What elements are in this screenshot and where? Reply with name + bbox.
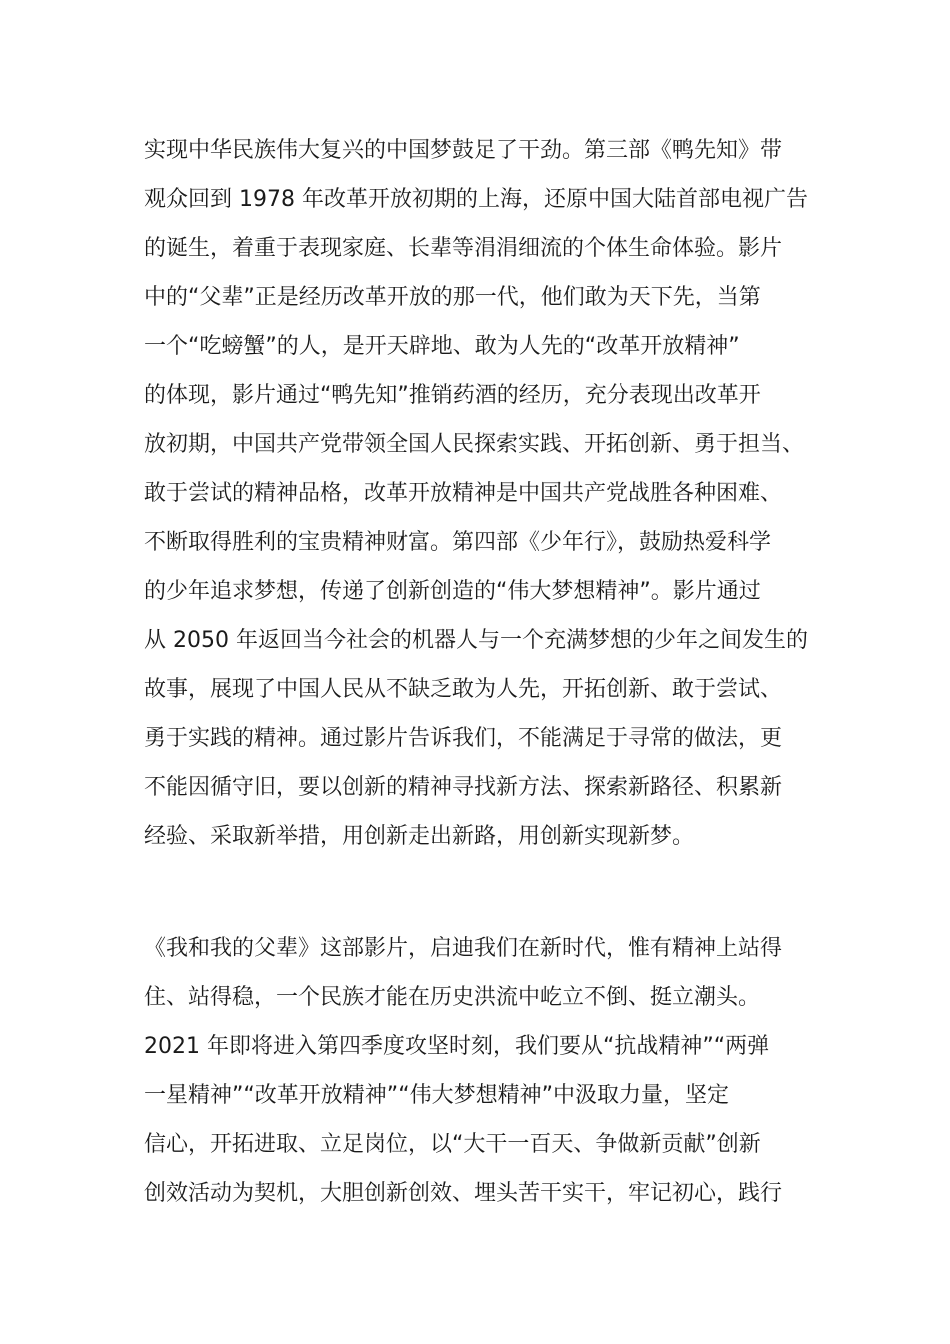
paragraph-1-line-3: 的诞生，着重于表现家庭、长辈等涓涓细流的个体生命体验。影片: [144, 236, 783, 261]
paragraph-1-line-7: 放初期，中国共产党带领全国人民探索实践、开拓创新、勇于担当、: [144, 432, 805, 457]
paragraph-2-line-3: 2021 年即将进入第四季度攻坚时刻，我们要从“抗战精神”“两弹: [144, 1034, 770, 1059]
paragraph-1-line-4: 中的“父辈”正是经历改革开放的那一代，他们敢为天下先，当第: [144, 285, 761, 310]
paragraph-2-line-5: 信心，开拓进取、立足岗位，以“大干一百天、争做新贡献”创新: [144, 1132, 761, 1157]
paragraph-1-line-14: 不能因循守旧，要以创新的精神寻找新方法、探索新路径、积累新: [144, 775, 783, 800]
paragraph-1-line-8: 敢于尝试的精神品格，改革开放精神是中国共产党战胜各种困难、: [144, 481, 783, 506]
paragraph-1-line-11: 从 2050 年返回当今社会的机器人与一个充满梦想的少年之间发生的: [144, 628, 808, 653]
paragraph-1-line-12: 故事，展现了中国人民从不缺乏敢为人先，开拓创新、敢于尝试、: [144, 677, 783, 702]
paragraph-2-line-4: 一星精神”“改革开放精神”“伟大梦想精神”中汲取力量，坚定: [144, 1083, 729, 1108]
paragraph-2-line-1: 《我和我的父辈》这部影片，启迪我们在新时代，惟有精神上站得: [144, 936, 783, 961]
paragraph-1-line-5: 一个“吃螃蟹”的人，是开天辟地、敢为人先的“改革开放精神”: [144, 334, 740, 359]
paragraph-1-line-1: 实现中华民族伟大复兴的中国梦鼓足了干劲。第三部《鸭先知》带: [144, 138, 783, 163]
paragraph-2-line-2: 住、站得稳，一个民族才能在历史洪流中屹立不倒、挺立潮头。: [144, 985, 761, 1010]
paragraph-1-line-15: 经验、采取新举措，用创新走出新路，用创新实现新梦。: [144, 824, 695, 849]
paragraph-1-line-6: 的体现，影片通过“鸭先知”推销药酒的经历，充分表现出改革开: [144, 383, 761, 408]
paragraph-1-line-9: 不断取得胜利的宝贵精神财富。第四部《少年行》，鼓励热爱科学: [144, 530, 772, 555]
paragraph-1-line-2: 观众回到 1978 年改革开放初期的上海，还原中国大陆首部电视广告: [144, 187, 808, 212]
paragraph-2-line-6: 创效活动为契机，大胆创新创效、埋头苦干实干，牢记初心，践行: [144, 1181, 783, 1206]
paragraph-1-line-13: 勇于实践的精神。通过影片告诉我们，不能满足于寻常的做法，更: [144, 726, 783, 751]
paragraph-1-line-10: 的少年追求梦想，传递了创新创造的“伟大梦想精神”。影片通过: [144, 579, 761, 604]
